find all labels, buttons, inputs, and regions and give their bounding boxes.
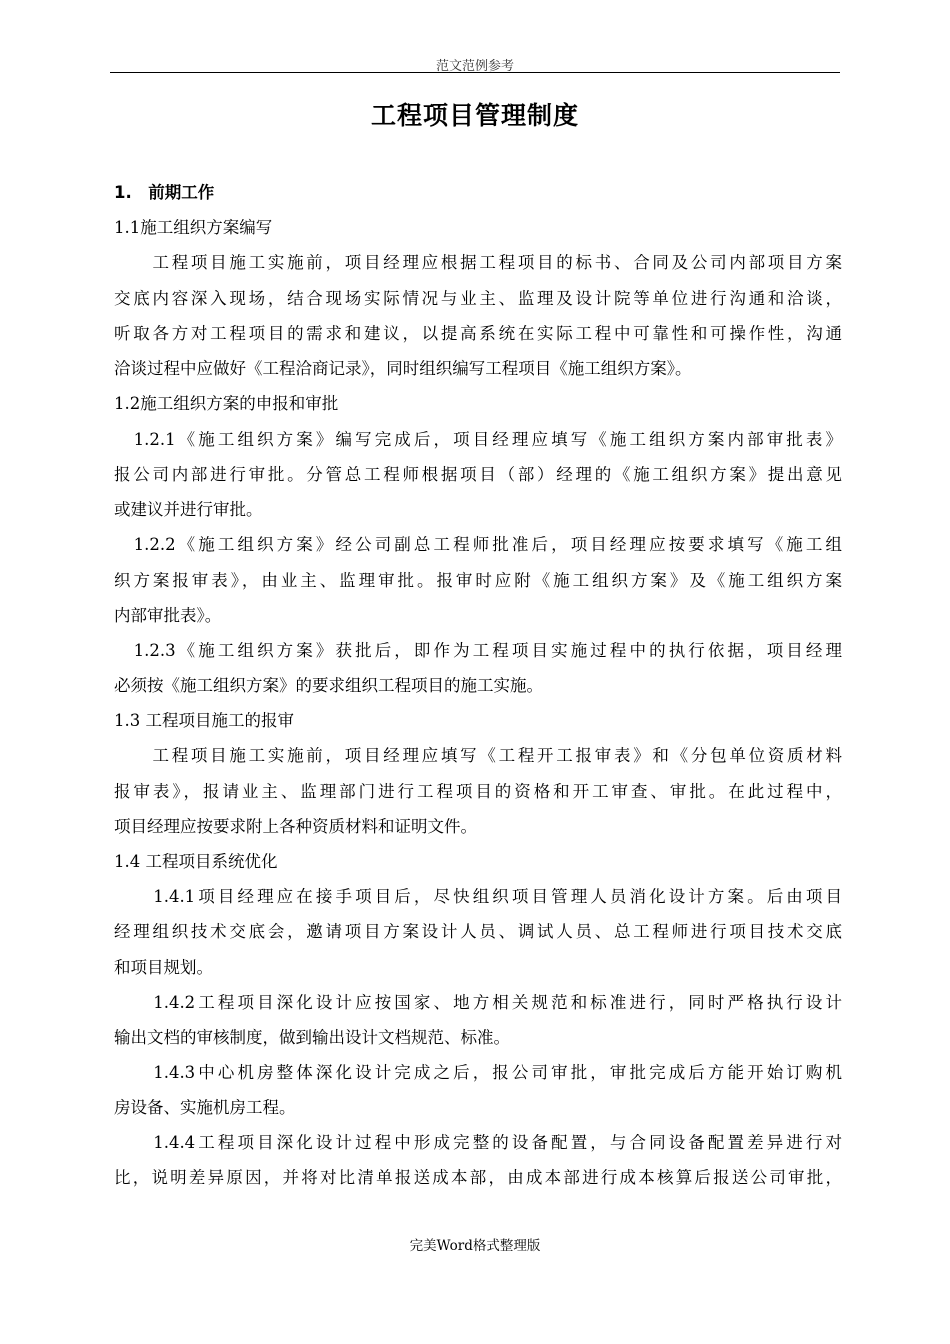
- header-divider: [110, 72, 840, 73]
- paragraph-line: 工程项目施工实施前，项目经理应填写《工程开工报审表》和《分包单位资质材料: [114, 746, 842, 765]
- paragraph-line: 1.4.3中心机房整体深化设计完成之后，报公司审批，审批完成后方能开始订购机: [114, 1063, 842, 1082]
- paragraph-line: 洽谈过程中应做好《工程洽商记录》，同时组织编写工程项目《施工组织方案》。: [114, 359, 692, 378]
- subsection-heading: 1.1施工组织方案编写: [114, 218, 273, 237]
- paragraph-line: 输出文档的审核制度，做到输出设计文档规范、标准。: [114, 1028, 510, 1047]
- paragraph-line: 房设备、实施机房工程。: [114, 1098, 296, 1117]
- subsection-heading: 1.2施工组织方案的申报和审批: [114, 394, 339, 413]
- paragraph-line: 1.2.3《施工组织方案》获批后，即作为工程项目实施过程中的执行依据，项目经理: [114, 641, 842, 660]
- paragraph-line: 项目经理应按要求附上各种资质材料和证明文件。: [114, 817, 477, 836]
- paragraph-line: 1.2.1《施工组织方案》编写完成后，项目经理应填写《施工组织方案内部审批表》: [114, 430, 842, 449]
- paragraph-line: 听取各方对工程项目的需求和建议，以提高系统在实际工程中可靠性和可操作性，沟通: [114, 324, 842, 343]
- paragraph-line: 1.4.4工程项目深化设计过程中形成完整的设备配置，与合同设备配置差异进行对: [114, 1133, 842, 1152]
- paragraph-line: 1.2.2《施工组织方案》经公司副总工程师批准后，项目经理应按要求填写《施工组: [114, 535, 842, 554]
- paragraph-line: 工程项目施工实施前，项目经理应根据工程项目的标书、合同及公司内部项目方案: [114, 253, 842, 272]
- paragraph-line: 1.4.2工程项目深化设计应按国家、地方相关规范和标准进行，同时严格执行设计: [114, 993, 842, 1012]
- paragraph-line: 或建议并进行审批。: [114, 500, 263, 519]
- paragraph-line: 必须按《施工组织方案》的要求组织工程项目的施工实施。: [114, 676, 543, 695]
- paragraph-line: 内部审批表》。: [114, 606, 222, 625]
- subsection-heading: 1.4 工程项目系统优化: [114, 852, 278, 871]
- page-footer: 完美Word格式整理版: [409, 1238, 541, 1254]
- paragraph-line: 织方案报审表》，由业主、监理审批。报审时应附《施工组织方案》及《施工组织方案: [114, 571, 842, 590]
- paragraph-line: 比，说明差异原因，并将对比清单报送成本部，由成本部进行成本核算后报送公司审批，: [114, 1168, 842, 1187]
- document-title: 工程项目管理制度: [370, 101, 579, 130]
- paragraph-line: 报公司内部进行审批。分管总工程师根据项目（部）经理的《施工组织方案》提出意见: [114, 465, 842, 484]
- paragraph-line: 1.4.1项目经理应在接手项目后，尽快组织项目管理人员消化设计方案。后由项目: [114, 887, 842, 906]
- section-heading: 1. 前期工作: [114, 183, 215, 202]
- paragraph-line: 交底内容深入现场，结合现场实际情况与业主、监理及设计院等单位进行沟通和洽谈，: [114, 289, 842, 308]
- page-header: 范文范例参考: [435, 59, 514, 74]
- paragraph-line: 经理组织技术交底会，邀请项目方案设计人员、调试人员、总工程师进行项目技术交底: [114, 922, 842, 941]
- paragraph-line: 和项目规划。: [114, 958, 213, 977]
- subsection-heading: 1.3 工程项目施工的报审: [114, 711, 294, 730]
- paragraph-line: 报审表》，报请业主、监理部门进行工程项目的资格和开工审查、审批。在此过程中，: [114, 782, 842, 801]
